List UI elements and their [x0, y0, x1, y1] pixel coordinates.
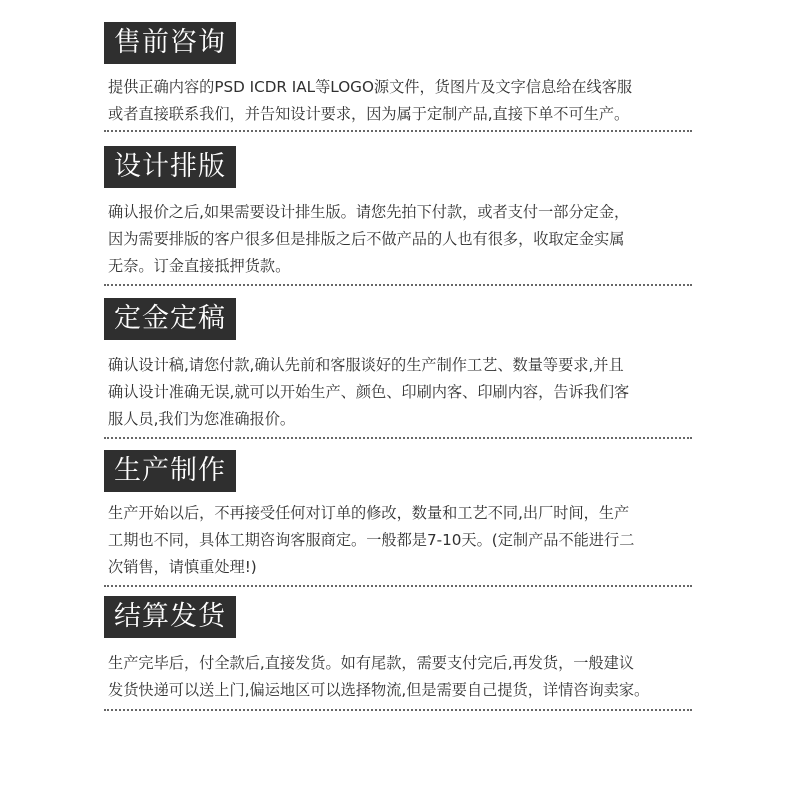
body-line: 生产开始以后，不再接受任何对订单的修改，数量和工艺不同,出厂时间，生产: [108, 504, 630, 522]
body-line: 确认报价之后,如果需要设计排生版。请您先拍下付款，或者支付一部分定金，: [108, 203, 630, 221]
section-body-design: [108, 199, 708, 280]
body-line: 确认设计稿,请您付款,确认先前和客服谈好的生产制作工艺、数量等要求,并且: [108, 356, 624, 374]
body-line: 无奈。订金直接抵押货款。: [108, 257, 291, 275]
body-line: 次销售，请慎重处理!): [108, 558, 257, 576]
section-title-production: 生产制作: [104, 450, 236, 492]
section-divider: [104, 585, 692, 587]
section-title-design: 设计排版: [104, 146, 236, 188]
section-title-presale: 售前咨询: [104, 22, 236, 64]
section-body-deposit: [108, 352, 708, 433]
body-line: 确认设计准确无误,就可以开始生产、颜色、印刷内客、印刷内容，告诉我们客: [108, 383, 630, 401]
section-divider: [104, 709, 692, 711]
section-title-deposit: 定金定稿: [104, 298, 236, 340]
body-line: 发货快递可以送上门,偏运地区可以选择物流,但是需要自己提货，详情咨询卖家。: [108, 681, 650, 699]
body-line: 生产完毕后，付全款后,直接发货。如有尾款，需要支付完后,再发货，一般建议: [108, 654, 635, 672]
section-body-presale: [108, 74, 708, 128]
section-divider: [104, 437, 692, 439]
body-line: 或者直接联系我们，并告知设计要求，因为属于定制产品,直接下单不可生产。: [108, 105, 630, 123]
body-line: 提供正确内容的PSD ICDR IAL等LOGO源文件，货图片及文字信息给在线客服: [108, 78, 633, 96]
section-body-settlement: [108, 650, 708, 704]
section-body-production: [108, 500, 708, 581]
body-line: 工期也不同，具体工期咨询客服商定。一般都是7-10天。(定制产品不能进行二: [108, 531, 635, 549]
body-line: 因为需要排版的客户很多但是排版之后不做产品的人也有很多，收取定金实属: [108, 230, 625, 248]
body-line: 服人员,我们为您准确报价。: [108, 410, 296, 428]
section-divider: [104, 130, 692, 132]
section-title-settlement: 结算发货: [104, 596, 236, 638]
section-divider: [104, 284, 692, 286]
